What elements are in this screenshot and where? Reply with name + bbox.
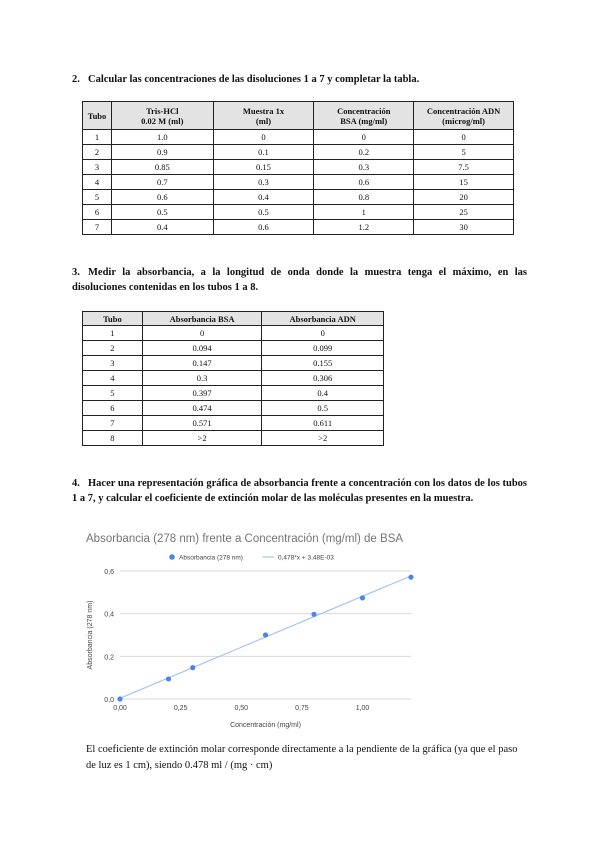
table-cell: 30 xyxy=(414,220,514,235)
table-cell: 2 xyxy=(83,145,112,160)
table-row xyxy=(83,130,514,145)
table-body xyxy=(83,326,384,446)
table-row xyxy=(83,205,514,220)
table-cell: 8 xyxy=(83,431,143,446)
table-cell: 1 xyxy=(83,130,112,145)
table-cell: 0.4 xyxy=(111,220,213,235)
header-line: Muestra 1x xyxy=(242,105,285,116)
header-line: BSA (mg/ml) xyxy=(340,115,388,126)
section-4-title: Hacer una representación gráfica de absorbancia frente a concentración con los datos de los tubos 1 a 7, y calcular el coeficiente de extinción molar de las moléculas presentes en la muestra. xyxy=(72,478,527,504)
table-cell: 5 xyxy=(83,190,112,205)
table-cell: 0 xyxy=(142,326,262,341)
column-header: Tubo xyxy=(83,312,143,326)
table-cell: 0.611 xyxy=(262,416,384,431)
data-point xyxy=(360,595,365,600)
section-3-heading xyxy=(72,265,527,295)
table-cell: 4 xyxy=(83,371,143,386)
table-body xyxy=(83,130,514,235)
table-cell: 0.2 xyxy=(314,145,414,160)
table-row xyxy=(83,431,384,446)
column-header xyxy=(83,102,112,130)
header-line: Concentración ADN xyxy=(426,105,501,116)
table-cell: >2 xyxy=(142,431,262,446)
table-cell: 5 xyxy=(83,386,143,401)
data-point xyxy=(408,575,413,580)
table-cell: 0.3 xyxy=(213,175,314,190)
table-cell: 0 xyxy=(414,130,514,145)
column-header xyxy=(213,102,314,130)
table-cell: 4 xyxy=(83,175,112,190)
table-cell: 0.8 xyxy=(314,190,414,205)
x-tick-label: 0,50 xyxy=(234,705,249,712)
column-header xyxy=(111,102,213,130)
table-row xyxy=(83,401,384,416)
table-row xyxy=(83,175,514,190)
table-row xyxy=(83,220,514,235)
table-cell: 0.147 xyxy=(142,356,262,371)
y-tick-label: 0,4 xyxy=(104,611,114,619)
table-row xyxy=(83,341,384,356)
concentrations-table xyxy=(82,101,514,235)
table-cell: 0.397 xyxy=(142,386,262,401)
table-cell: 0.6 xyxy=(213,220,314,235)
header-line: Tris-HCl xyxy=(146,105,179,116)
table-header-row xyxy=(83,312,384,326)
table-cell: 0.4 xyxy=(262,386,384,401)
absorbance-table xyxy=(82,311,384,446)
table-cell: 0.85 xyxy=(111,160,213,175)
x-axis-label: Concentración (mg/ml) xyxy=(230,722,301,729)
x-tick-label: 0,75 xyxy=(295,705,309,712)
table-cell: 3 xyxy=(83,356,143,371)
legend-label-points: Absorbancia (278 nm) xyxy=(179,554,243,562)
table-cell: 0 xyxy=(314,130,414,145)
header-line: 0.02 M (ml) xyxy=(141,115,184,126)
section-2-title: Calcular las concentraciones de las disoluciones 1 a 7 y completar la tabla. xyxy=(88,74,420,85)
section-2-number: 2. xyxy=(72,74,80,85)
absorbance-chart xyxy=(80,548,425,733)
table-cell: 0 xyxy=(262,326,384,341)
table-cell: 0.6 xyxy=(111,190,213,205)
legend-label-trendline: 0,478*x + 3,48E-03 xyxy=(278,554,334,562)
data-point xyxy=(263,632,268,637)
table-cell: 5 xyxy=(414,145,514,160)
section-3-title: Medir la absorbancia, a la longitud de onda donde la muestra tenga el máximo, en las disoluciones contenidas en los tubos 1 a 8. xyxy=(72,267,527,293)
table-cell: 0.155 xyxy=(262,356,384,371)
table-cell: 0.099 xyxy=(262,341,384,356)
y-tick-label: 0,0 xyxy=(104,697,114,704)
x-tick-label: 0,25 xyxy=(173,705,188,712)
table-row xyxy=(83,145,514,160)
data-point xyxy=(117,696,122,701)
table-cell: 15 xyxy=(414,175,514,190)
x-tick-label: 1,00 xyxy=(355,705,370,712)
table-cell: 0.571 xyxy=(142,416,262,431)
table-cell: 1 xyxy=(83,326,143,341)
table-cell: >2 xyxy=(262,431,384,446)
x-tick-label: 0,00 xyxy=(113,705,127,712)
column-header xyxy=(314,102,414,130)
table-cell: 1 xyxy=(314,205,414,220)
column-header: Absorbancia ADN xyxy=(262,312,384,326)
table-cell: 0 xyxy=(213,130,314,145)
column-header xyxy=(414,102,514,130)
table-cell: 0.474 xyxy=(142,401,262,416)
table-row xyxy=(83,160,514,175)
table-cell: 2 xyxy=(83,341,143,356)
table-cell: 3 xyxy=(83,160,112,175)
table-cell: 6 xyxy=(83,401,143,416)
table-cell: 1.0 xyxy=(111,130,213,145)
section-2-heading xyxy=(72,72,532,87)
table-cell: 0.6 xyxy=(314,175,414,190)
table-cell: 20 xyxy=(414,190,514,205)
column-header: Absorbancia BSA xyxy=(142,312,262,326)
data-point xyxy=(166,676,171,681)
table-cell: 0.306 xyxy=(262,371,384,386)
table-cell: 7 xyxy=(83,220,112,235)
table-cell: 0.1 xyxy=(213,145,314,160)
header-line: (microg/ml) xyxy=(442,115,485,126)
y-tick-label: 0,2 xyxy=(104,654,114,662)
header-line: (ml) xyxy=(255,115,272,126)
table-cell: 7.5 xyxy=(414,160,514,175)
section-4-heading xyxy=(72,476,527,506)
header-line: Tubo xyxy=(87,110,107,121)
table-row xyxy=(83,190,514,205)
table-cell: 1.2 xyxy=(314,220,414,235)
table-cell: 0.094 xyxy=(142,341,262,356)
table-row xyxy=(83,386,384,401)
table-cell: 0.3 xyxy=(142,371,262,386)
header-line: Concentración xyxy=(337,105,391,116)
y-axis-label: Absorbancia (278 nm) xyxy=(87,600,94,670)
table-cell: 0.7 xyxy=(111,175,213,190)
data-point xyxy=(190,665,195,670)
section-3-number: 3. xyxy=(72,267,80,278)
table-header-row xyxy=(83,102,514,130)
data-point xyxy=(311,612,316,617)
table-cell: 0.5 xyxy=(262,401,384,416)
legend-marker-points xyxy=(169,554,175,560)
table-cell: 6 xyxy=(83,205,112,220)
table-row xyxy=(83,416,384,431)
table-cell: 0.5 xyxy=(213,205,314,220)
table-cell: 0.4 xyxy=(213,190,314,205)
section-4-number: 4. xyxy=(72,478,80,489)
table-cell: 0.9 xyxy=(111,145,213,160)
table-row xyxy=(83,371,384,386)
table-row xyxy=(83,356,384,371)
table-cell: 25 xyxy=(414,205,514,220)
table-cell: 0.15 xyxy=(213,160,314,175)
y-tick-label: 0,6 xyxy=(104,569,114,576)
conclusion-text: El coeficiente de extinción molar corresponde directamente a la pendiente de la gráfica (ya que el paso de luz es 1 cm), siendo 0.478 ml / (mg · cm) xyxy=(86,744,518,771)
table-cell: 0.3 xyxy=(314,160,414,175)
table-row xyxy=(83,326,384,341)
table-cell: 0.5 xyxy=(111,205,213,220)
table-cell: 7 xyxy=(83,416,143,431)
chart-title: Absorbancia (278 nm) frente a Concentración (mg/ml) de BSA xyxy=(86,533,404,545)
